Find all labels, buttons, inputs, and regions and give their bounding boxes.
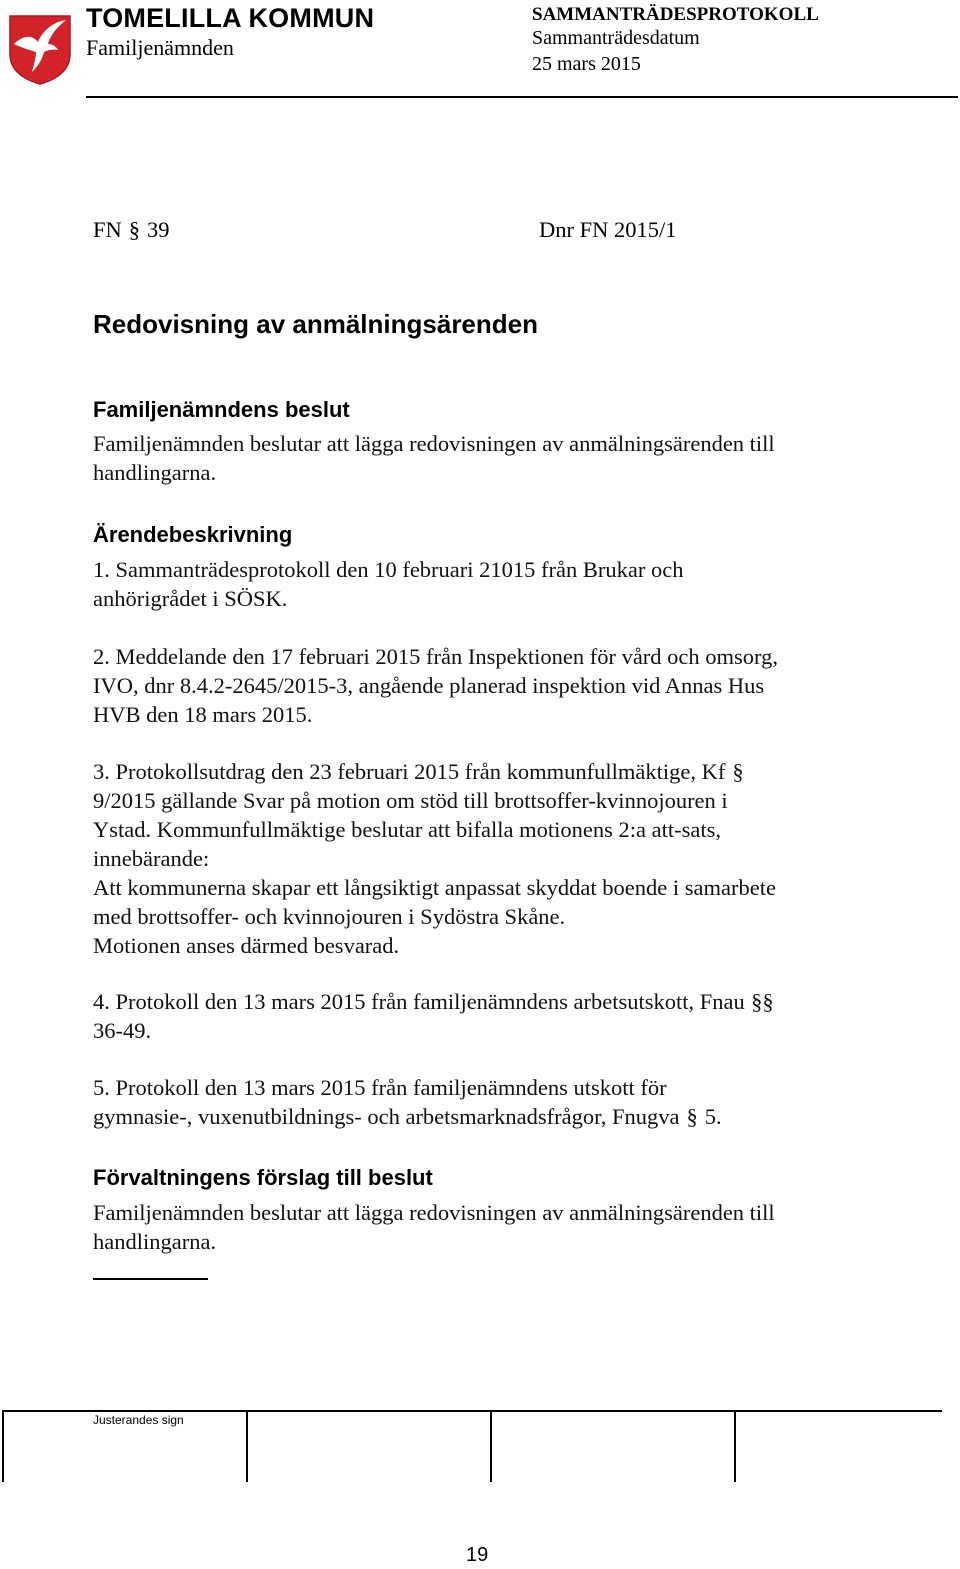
- signature-box-top-line: [2, 1410, 942, 1412]
- text-line: Familjenämnden beslutar att lägga redovisningen av anmälningsärenden till: [93, 1200, 775, 1225]
- text-line: handlingarna.: [93, 1229, 217, 1254]
- decision-heading: Familjenämndens beslut: [93, 397, 350, 422]
- proposal-text: [93, 1198, 853, 1256]
- signature-label: Justerandes sign: [93, 1413, 184, 1427]
- page-number: 19: [466, 1544, 489, 1566]
- description-item-3: [93, 757, 873, 960]
- text-line: Familjenämnden beslutar att lägga redovisningen av anmälningsärenden till: [93, 431, 775, 456]
- text-line: 1. Sammanträdesprotokoll den 10 februari 21015 från Brukar och: [93, 557, 684, 582]
- paragraph-sign: §: [732, 759, 744, 784]
- text-line: Ystad. Kommunfullmäktige beslutar att bifalla motionens 2:a att-sats,: [93, 817, 721, 842]
- section-number: 39: [147, 217, 170, 242]
- signature-box-divider: [2, 1410, 4, 1482]
- text-line: Motionen anses därmed besvarad.: [93, 933, 400, 958]
- signature-box-divider: [246, 1410, 248, 1482]
- description-heading: Ärendebeskrivning: [93, 522, 293, 547]
- text-line: Att kommunerna skapar ett långsiktigt anpassat skyddat boende i samarbete: [93, 875, 776, 900]
- organization-name: TOMELILLA KOMMUN: [86, 3, 375, 33]
- decision-text: [93, 429, 853, 487]
- text-line: gymnasie-, vuxenutbildnings- och arbetsmarknadsfrågor, Fnugva § 5.: [93, 1104, 722, 1129]
- text-line: 5. Protokoll den 13 mars 2015 från familjenämndens utskott för: [93, 1075, 667, 1100]
- text-line: 4. Protokoll den 13 mars 2015 från familjenämndens arbetsutskott, Fnau §§: [93, 989, 774, 1014]
- text-line: anhörigrådet i SÖSK.: [93, 586, 288, 611]
- description-item-2: [93, 642, 853, 729]
- document-type: SAMMANTRÄDESPROTOKOLL: [532, 4, 819, 25]
- proposal-heading: Förvaltningens förslag till beslut: [93, 1165, 433, 1190]
- coat-of-arms-seagull-icon: [8, 14, 72, 86]
- description-item-4: [93, 987, 873, 1045]
- signature-box-divider: [490, 1410, 492, 1482]
- description-item-5: [93, 1073, 873, 1131]
- paragraph-sign: §: [128, 217, 141, 242]
- text-line: HVB den 18 mars 2015.: [93, 702, 313, 727]
- text-line: 2. Meddelande den 17 februari 2015 från Inspektionen för vård och omsorg,: [93, 644, 779, 669]
- text-line: med brottsoffer- och kvinnojouren i Sydöstra Skåne.: [93, 904, 566, 929]
- paragraph-sign: §: [686, 1104, 698, 1129]
- text-line: 3. Protokollsutdrag den 23 februari 2015 från kommunfullmäktige, Kf §: [93, 759, 744, 784]
- text-line: 36-49.: [93, 1018, 152, 1043]
- organization-unit: Familjenämnden: [86, 35, 234, 60]
- paragraph-sign: §§: [751, 989, 774, 1014]
- signature-box-divider: [734, 1410, 736, 1482]
- text-line: handlingarna.: [93, 460, 217, 485]
- text-line: IVO, dnr 8.4.2-2645/2015-3, angående planerad inspektion vid Annas Hus: [93, 673, 765, 698]
- end-rule: [93, 1278, 208, 1280]
- section-label: FN: [93, 217, 122, 242]
- text-line: 9/2015 gällande Svar på motion om stöd till brottsoffer-kvinnojouren i: [93, 788, 728, 813]
- header-divider: [86, 96, 958, 98]
- section-reference: [93, 217, 170, 243]
- page-title: Redovisning av anmälningsärenden: [93, 309, 538, 339]
- meeting-date-value: 25 mars 2015: [532, 53, 641, 75]
- description-item-1: [93, 555, 853, 613]
- text-line: innebärande:: [93, 846, 210, 871]
- meeting-date-label: Sammanträdesdatum: [532, 27, 700, 49]
- case-dnr: Dnr FN 2015/1: [539, 217, 677, 242]
